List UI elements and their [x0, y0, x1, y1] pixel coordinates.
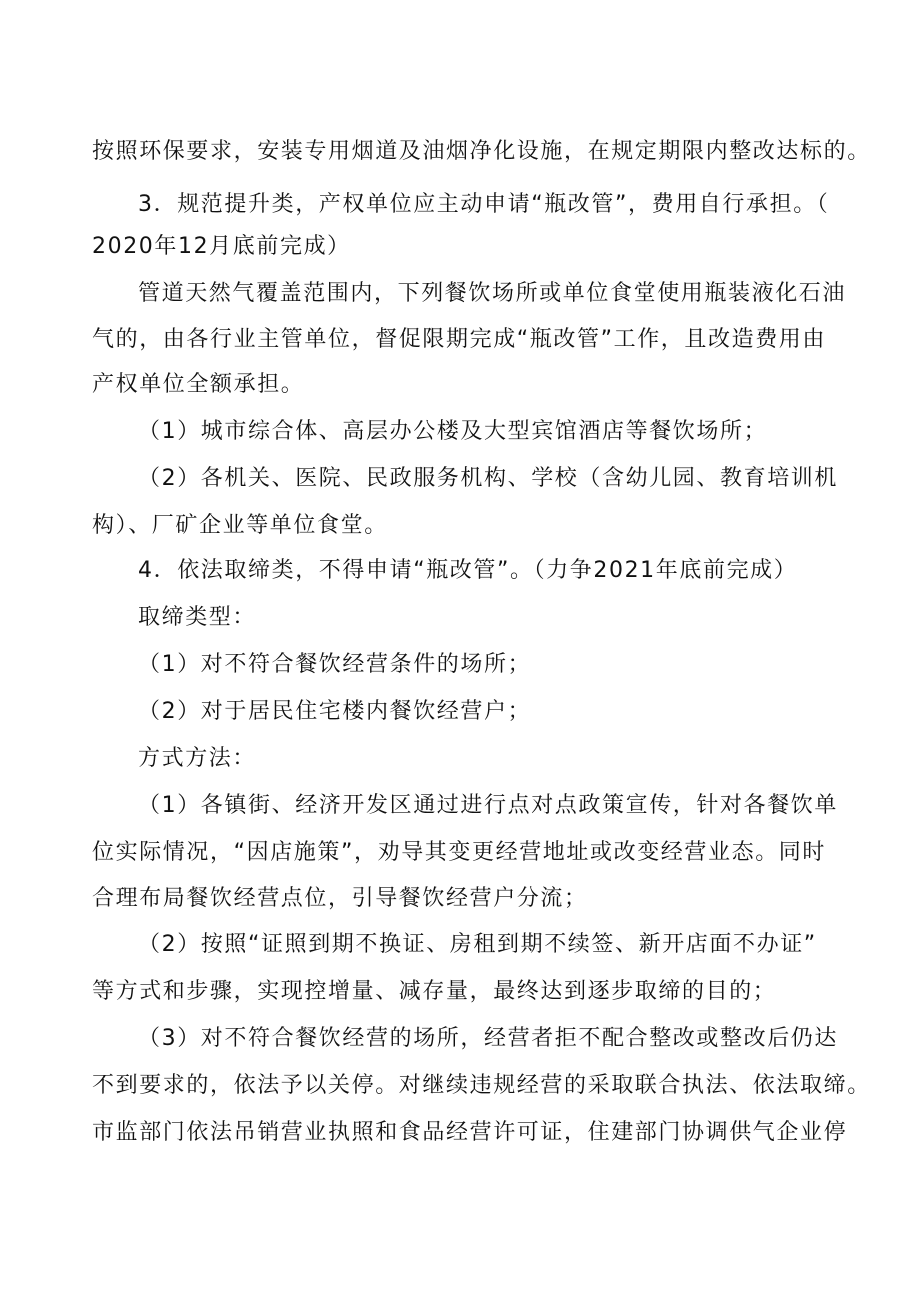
paragraph-line: （1）对不符合餐饮经营条件的场所；	[138, 652, 532, 677]
paragraph-line: 合理布局餐饮经营点位，引导餐饮经营户分流；	[92, 886, 588, 911]
paragraph-line: 不到要求的，依法予以关停。对继续违规经营的采取联合执法、依法取缔。	[92, 1073, 871, 1098]
paragraph-line: 4．依法取缔类，不得申请“瓶改管”。（力争2021年底前完成）	[138, 558, 798, 583]
paragraph-line: 取缔类型：	[138, 605, 257, 630]
paragraph-line: 气的，由各行业主管单位，督促限期完成“瓶改管”工作，且改造费用由	[92, 327, 826, 352]
paragraph-line: （2）各机关、医院、民政服务机构、学校（含幼儿园、教育培训机	[138, 466, 838, 491]
paragraph-line: （1）城市综合体、高层办公楼及大型宾馆酒店等餐饮场所；	[138, 419, 768, 444]
paragraph-line: 市监部门依法吊销营业执照和食品经营许可证，住建部门协调供气企业停	[92, 1120, 848, 1145]
paragraph-line: 位实际情况，“因店施策”，劝导其变更经营地址或改变经营业态。同时	[92, 840, 826, 865]
paragraph-line: 2020年12月底前完成）	[92, 234, 351, 259]
paragraph-line: 构）、厂矿企业等单位食堂。	[92, 513, 388, 538]
paragraph-line: 产权单位全额承担。	[92, 372, 305, 397]
paragraph-line: （2）对于居民住宅楼内餐饮经营户；	[138, 699, 532, 724]
paragraph-line: 等方式和步骤，实现控增量、减存量，最终达到逐步取缔的目的；	[92, 979, 777, 1004]
paragraph-line: 3．规范提升类，产权单位应主动申请“瓶改管”，费用自行承担。（	[138, 192, 830, 217]
paragraph-line: （1）各镇街、经济开发区通过进行点对点政策宣传，针对各餐饮单	[138, 793, 838, 818]
paragraph-line: 按照环保要求，安装专用烟道及油烟净化设施，在规定期限内整改达标的。	[92, 139, 871, 164]
paragraph-line: （3）对不符合餐饮经营的场所，经营者拒不配合整改或整改后仍达	[138, 1026, 838, 1051]
paragraph-line: （2）按照“证照到期不换证、房租到期不续签、新开店面不办证”	[138, 932, 817, 957]
paragraph-line: 管道天然气覆盖范围内，下列餐饮场所或单位食堂使用瓶装液化石油	[138, 281, 847, 306]
paragraph-line: 方式方法：	[138, 746, 257, 771]
